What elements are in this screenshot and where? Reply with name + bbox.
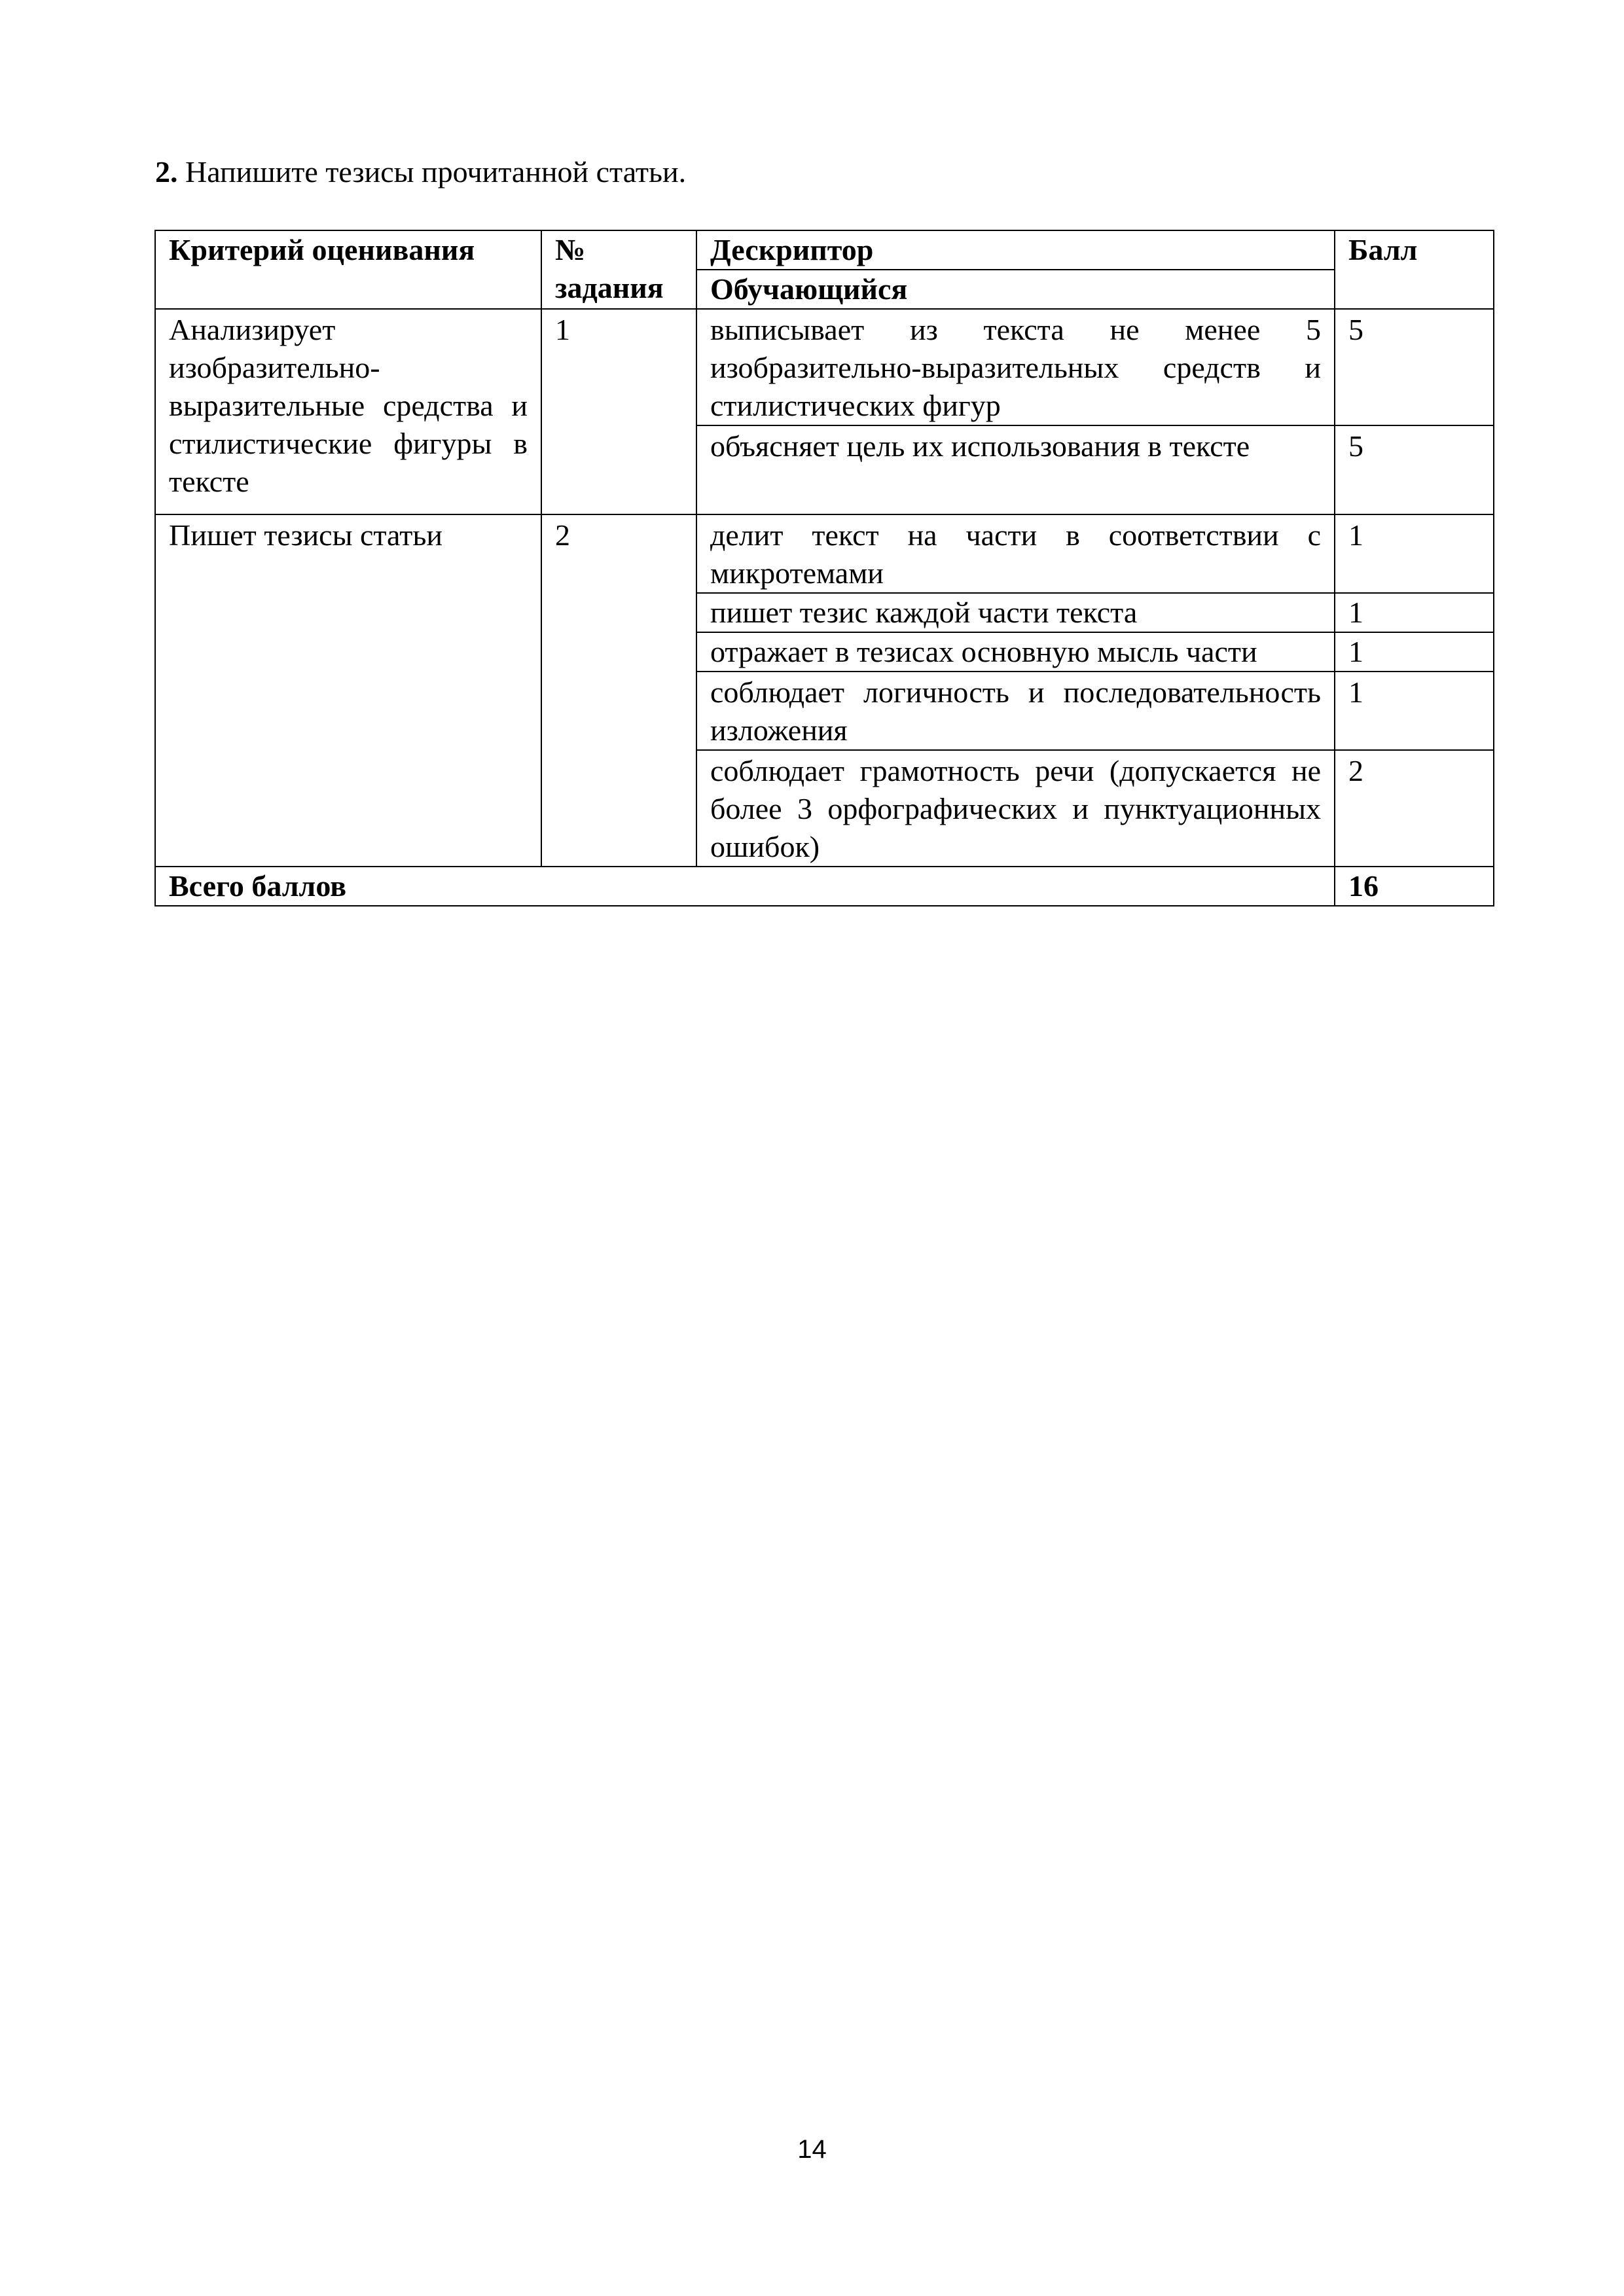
descriptor-cell: пишет тезис каждой части текста — [696, 593, 1335, 632]
score-cell: 5 — [1335, 425, 1494, 514]
score-cell: 1 — [1335, 514, 1494, 593]
total-row — [155, 867, 1494, 906]
header-task-number: № задания — [541, 230, 696, 309]
descriptor-cell: выписывает из текста не менее 5 изобразительно-выразительных средств и стилистических фигур — [696, 309, 1335, 425]
task-text: Напишите тезисы прочитанной статьи. — [177, 155, 687, 188]
table-row — [155, 309, 1494, 425]
task-heading — [155, 154, 686, 189]
total-label: Всего баллов — [155, 867, 1335, 906]
descriptor-cell: делит текст на части в соответствии с микротемами — [696, 514, 1335, 593]
header-learner: Обучающийся — [696, 270, 1335, 309]
table-row — [155, 514, 1494, 593]
header-criterion: Критерий оценивания — [155, 230, 541, 309]
task-number-cell: 1 — [541, 309, 696, 514]
task-number: 2. — [155, 155, 178, 188]
score-cell: 1 — [1335, 632, 1494, 672]
score-cell: 2 — [1335, 750, 1494, 867]
descriptor-cell: соблюдает логичность и последовательность изложения — [696, 672, 1335, 750]
header-score: Балл — [1335, 230, 1494, 309]
criterion-cell: Анализирует изобразительно-выразительные средства и стилистические фигуры в тексте — [155, 309, 541, 514]
descriptor-cell: отражает в тезисах основную мысль части — [696, 632, 1335, 672]
score-cell: 1 — [1335, 593, 1494, 632]
criterion-cell: Пишет тезисы статьи — [155, 514, 541, 867]
score-cell: 5 — [1335, 309, 1494, 425]
assessment-rubric-table — [154, 230, 1494, 906]
header-row — [155, 230, 1494, 270]
descriptor-cell: объясняет цель их использования в тексте — [696, 425, 1335, 514]
page-number: 14 — [797, 2135, 827, 2164]
score-cell: 1 — [1335, 672, 1494, 750]
task-number-cell: 2 — [541, 514, 696, 867]
descriptor-cell: соблюдает грамотность речи (допускается не более 3 орфографических и пунктуационных ошибок) — [696, 750, 1335, 867]
total-score: 16 — [1335, 867, 1494, 906]
header-descriptor: Дескриптор — [696, 230, 1335, 270]
